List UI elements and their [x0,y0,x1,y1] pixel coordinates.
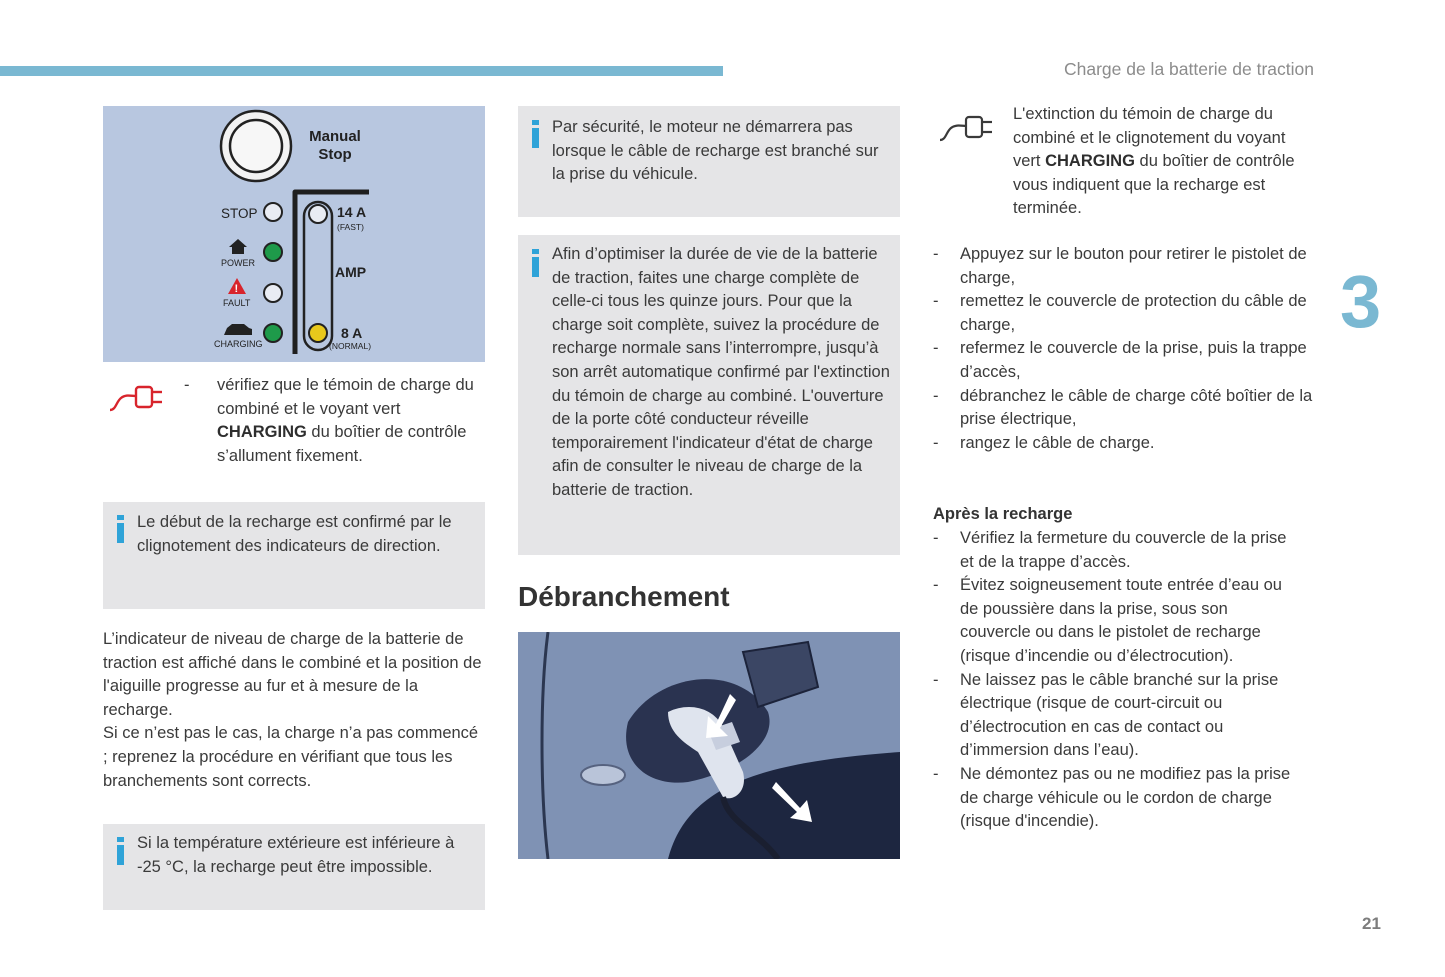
unplugging-photo [518,632,900,859]
list-item: - refermez le couvercle de la prise, puis la trappe d’accès, [933,337,1318,384]
charging-plug-icon [936,108,1000,156]
fault-label: FAULT [223,298,251,308]
charging-keyword: CHARGING [1045,152,1135,171]
charging-check-note [217,374,482,468]
page-number: 21 [1362,914,1381,933]
stop-indicator-icon [264,203,282,221]
amp-label: AMP [335,264,367,280]
charge-complete-text: L'extinction du témoin de charge du combiné et le clignotement du voyant vert [1013,105,1286,171]
unplug-steps-list [933,243,1318,455]
normal-label: (NORMAL) [329,341,372,351]
fast-amp-value: 14 A [337,204,367,220]
list-item: - Appuyez sur le bouton pour retirer le pistolet de charge, [933,243,1318,290]
after-charging-heading: Après la recharge [933,505,1073,523]
charge-complete-text-end: du boîtier de contrôle vous indiquent que la recharge est terminée. [1013,152,1295,218]
fast-label: (FAST) [337,222,364,232]
after-charging-list [933,527,1298,834]
list-item: - Ne laissez pas le câble branché sur la prise électrique (risque de court-circuit ou d’électrocution en cas de contact ou d’immersion dans l’eau). [933,669,1298,763]
fast-indicator-icon [309,205,327,223]
charging-check-text: vérifiez que le témoin de charge du combiné et le voyant vert [217,376,474,418]
dash-marker: - [184,376,190,394]
info-box-charge-start [103,502,485,609]
charge-complete-note [1013,103,1303,221]
info-text: Le début de la recharge est confirmé par le clignotement des indicateurs de direction. [137,513,452,555]
charging-check-text-end: du boîtier de contrôle s’allument fixement. [217,423,467,465]
fault-indicator-icon [264,284,282,302]
charge-level-text: L’indicateur de niveau de charge de la batterie de traction est affiché dans le combiné et la position de l'aiguille progresse au fur et à mesure de la recharge. [103,630,482,719]
house-icon [229,239,247,254]
chapter-number: 3 [1340,260,1382,343]
charging-indicator-icon [264,324,282,342]
manual-stop-label-line1: Manual [309,128,361,145]
list-item: - Ne démontez pas ou ne modifiez pas la prise de charge véhicule ou le cordon de charge (risque d'incendie). [933,763,1298,834]
svg-text:!: ! [234,283,239,295]
list-item: - Évitez soigneusement toute entrée d’eau ou de poussière dans la prise, sous son couvercle ou dans le pistolet de recharge (risque d’incendie ou d’électrocution). [933,574,1298,668]
list-item: - remettez le couvercle de protection du câble de charge, [933,290,1318,337]
info-text: Afin d’optimiser la durée de vie de la batterie de traction, faites une charge complète de celle-ci tous les quinze jours. Pour que la charge soit complète, suivez la procédure de recharge normale sans l’interrompre, jusqu’à son arrêt automatique confirmé par l'extinction du témoin de charge au combiné. L'ouverture de la porte côté conducteur réveille temporairement l'indicateur d'état de charge afin de consulter le niveau de charge de la batterie de traction. [552,245,890,499]
header-accent-bar [0,66,723,76]
list-item: - Vérifiez la fermeture du couvercle de la prise et de la trappe d’accès. [933,527,1298,574]
power-label: POWER [221,258,256,268]
charging-plug-icon [106,378,168,426]
power-indicator-icon [264,243,282,261]
charge-level-paragraph [103,628,485,793]
charging-keyword: CHARGING [217,423,307,442]
charging-control-box-illustration [103,106,485,362]
charge-not-started-text: Si ce n’est pas le cas, la charge n’a pas commencé ; reprenez la procédure en vérifiant que tous les branchements sont corrects. [103,724,479,790]
info-box-security [518,106,900,217]
info-box-battery-life [518,235,900,555]
info-text: Si la température extérieure est inférieure à -25 °C, la recharge peut être impossible. [137,834,455,876]
list-item: - rangez le câble de charge. [933,432,1318,456]
section-title: Charge de la batterie de traction [1063,59,1314,79]
info-text: Par sécurité, le moteur ne démarrera pas lorsque le câble de recharge est branché sur la prise du véhicule. [552,118,879,184]
normal-amp-value: 8 A [341,325,363,341]
normal-indicator-icon [309,324,327,342]
list-item: - débranchez le câble de charge côté boîtier de la prise électrique, [933,385,1318,432]
section-heading-unplugging: Débranchement [518,581,730,612]
car-icon [224,324,252,335]
charging-label: CHARGING [214,339,263,349]
info-box-temperature [103,824,485,910]
manual-stop-label-line2: Stop [318,146,352,163]
stop-label: STOP [221,206,258,221]
